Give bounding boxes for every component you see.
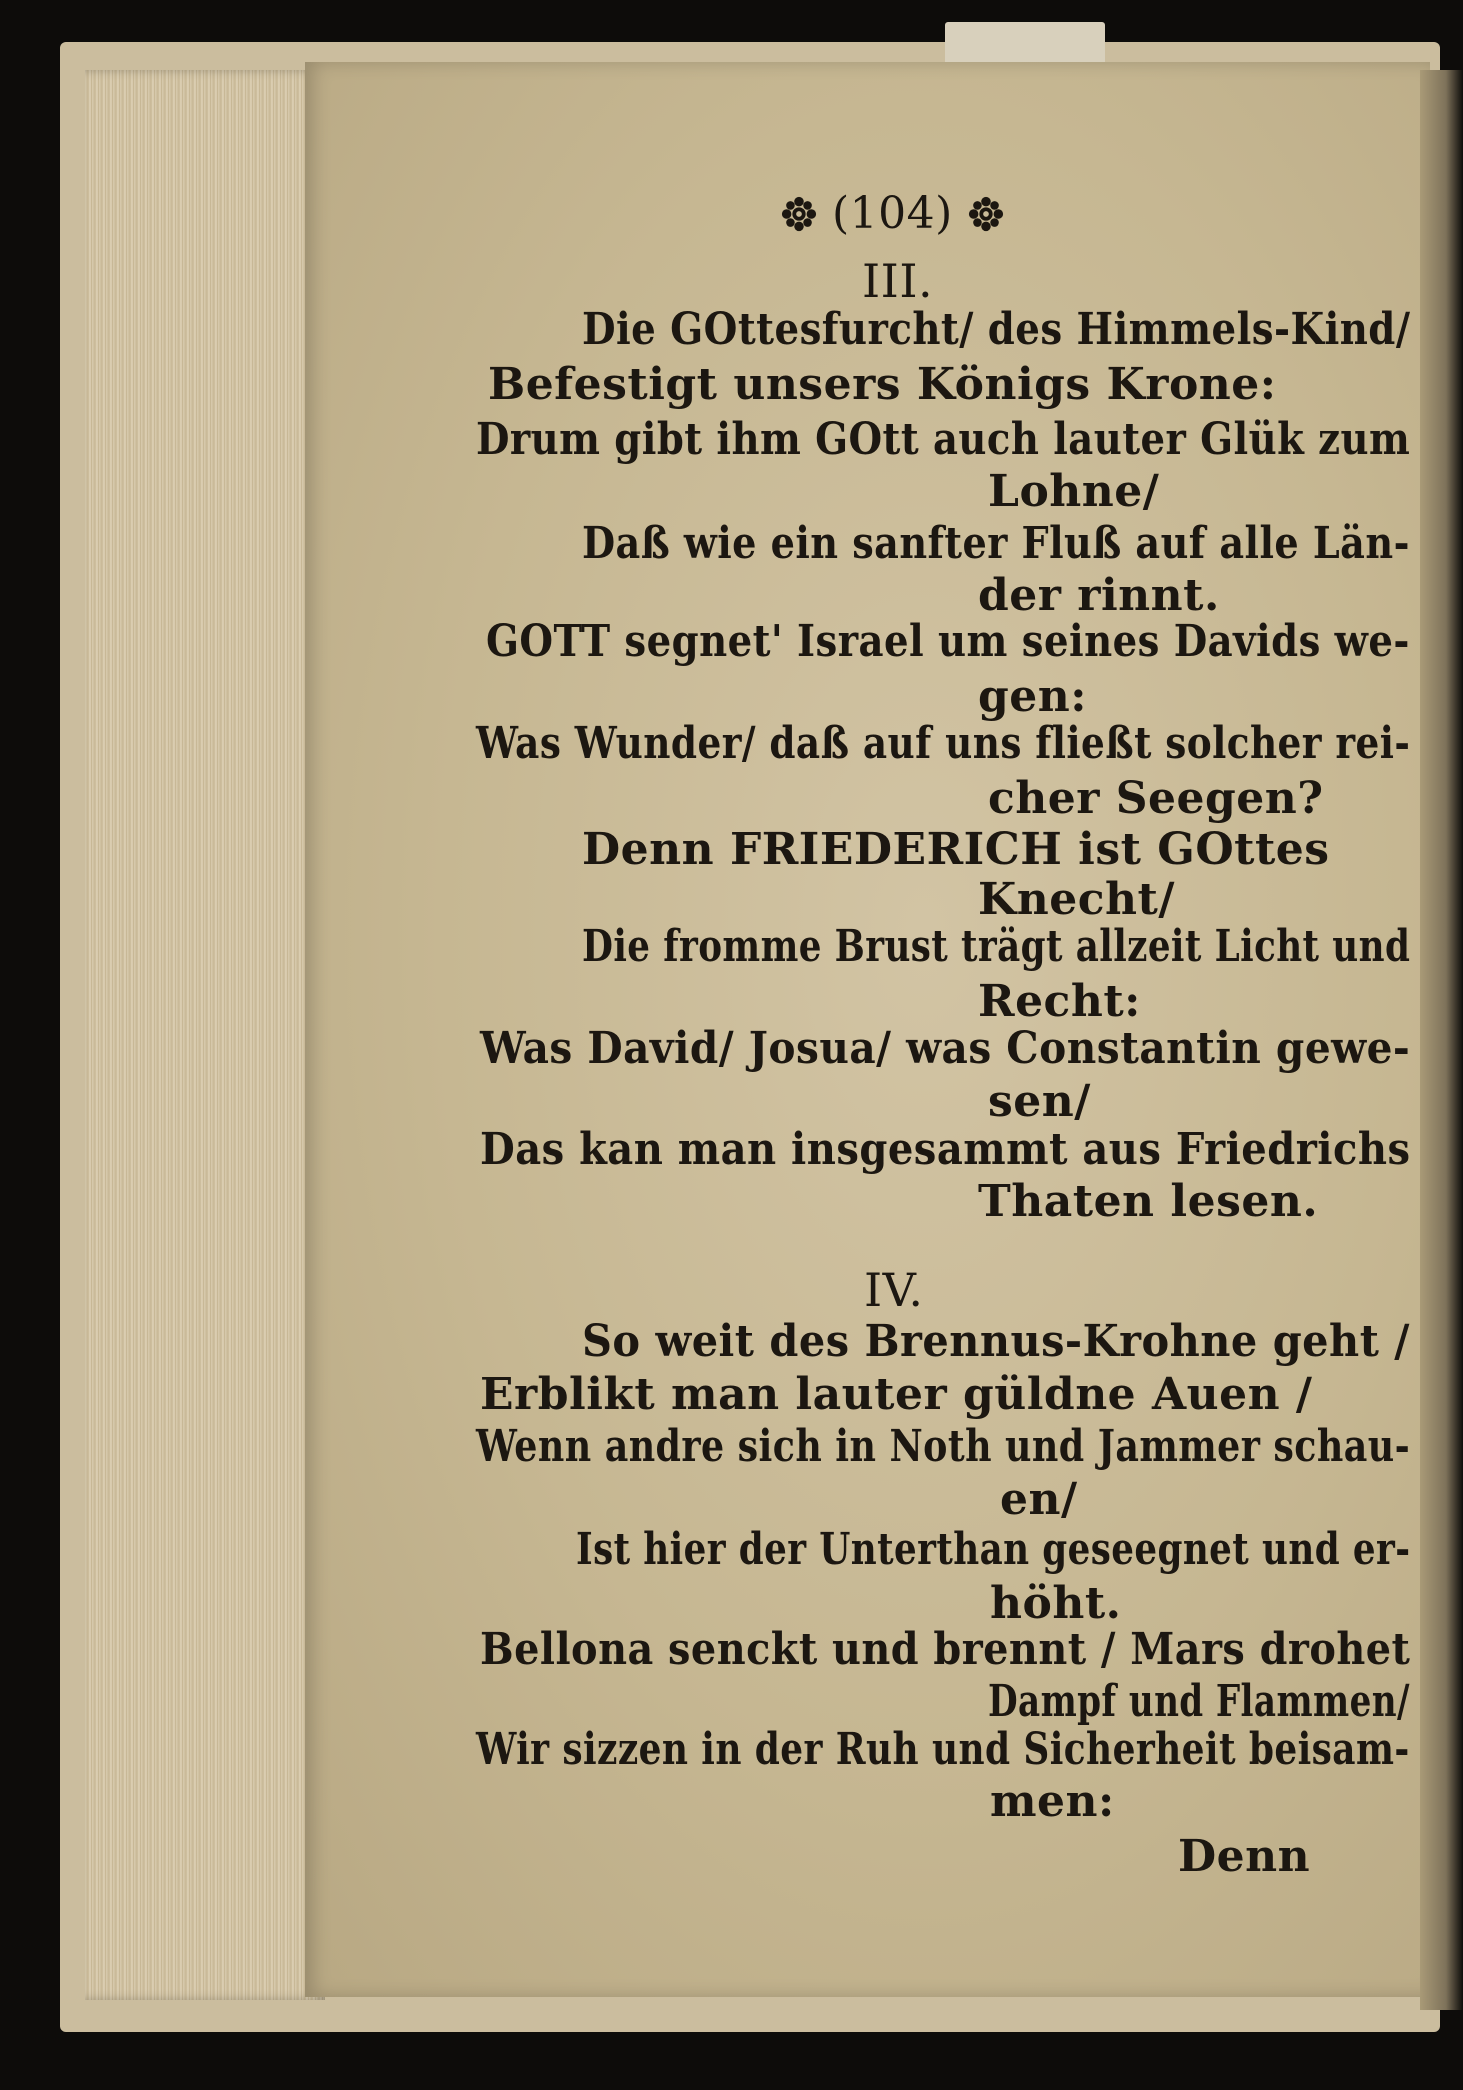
verse-line: sen/ [988,1076,1091,1127]
page-number: (104) [832,188,953,239]
verse-line: Denn FRIEDERICH ist GOttes [582,824,1330,875]
verse-line: gen: [978,671,1087,722]
verse-line: en/ [1000,1474,1078,1525]
verse-line: Ist hier der Unterthan geseegnet und er- [576,1524,1411,1575]
section-numeral: III. [862,254,934,308]
verse-line: Knecht/ [978,874,1175,925]
verse-line: der rinnt. [978,570,1220,621]
verse-line: Wenn andre sich in Noth und Jammer schau- [476,1421,1411,1472]
flower-ornament-icon [780,195,818,233]
running-header [780,188,1005,239]
verse-line: men: [990,1776,1115,1827]
flower-ornament-icon [967,195,1005,233]
verse-line: Daß wie ein sanfter Fluß auf alle Län- [582,518,1410,569]
verse-line: So weit des Brennus-Krohne geht / [582,1316,1410,1367]
verse-line: Das kan man insgesammt aus Friedrichs [480,1124,1411,1175]
verse-line: Die fromme Brust trägt allzeit Licht und [582,921,1411,972]
verse-line: Recht: [978,976,1141,1027]
verse-line: Bellona senckt und brennt / Mars drohet [480,1624,1411,1675]
catchword: Denn [1178,1831,1311,1882]
verse-line: Befestigt unsers Königs Krone: [488,359,1277,410]
verse-line: Was David/ Josua/ was Constantin gewe- [480,1023,1411,1074]
section-numeral: IV. [864,1263,924,1317]
verse-line: Dampf und Flammen/ [988,1676,1410,1727]
verse-line: cher Seegen? [988,773,1324,824]
verse-line: höht. [990,1578,1122,1629]
verse-line: Thaten lesen. [978,1176,1319,1227]
verse-line: Lohne/ [988,466,1160,517]
verse-line: GOTT segnet' Israel um seines Davids we- [486,616,1410,667]
verse-line: Erblikt man lauter güldne Auen / [480,1369,1313,1420]
verse-line: Wir sizzen in der Ruh und Sicherheit beisam- [476,1724,1410,1775]
verse-line: Was Wunder/ daß auf uns fließt solcher rei- [476,718,1411,769]
verse-line: Die GOttesfurcht/ des Himmels-Kind/ [582,304,1411,355]
verse-line: Drum gibt ihm GOtt auch lauter Glük zum [476,414,1411,465]
